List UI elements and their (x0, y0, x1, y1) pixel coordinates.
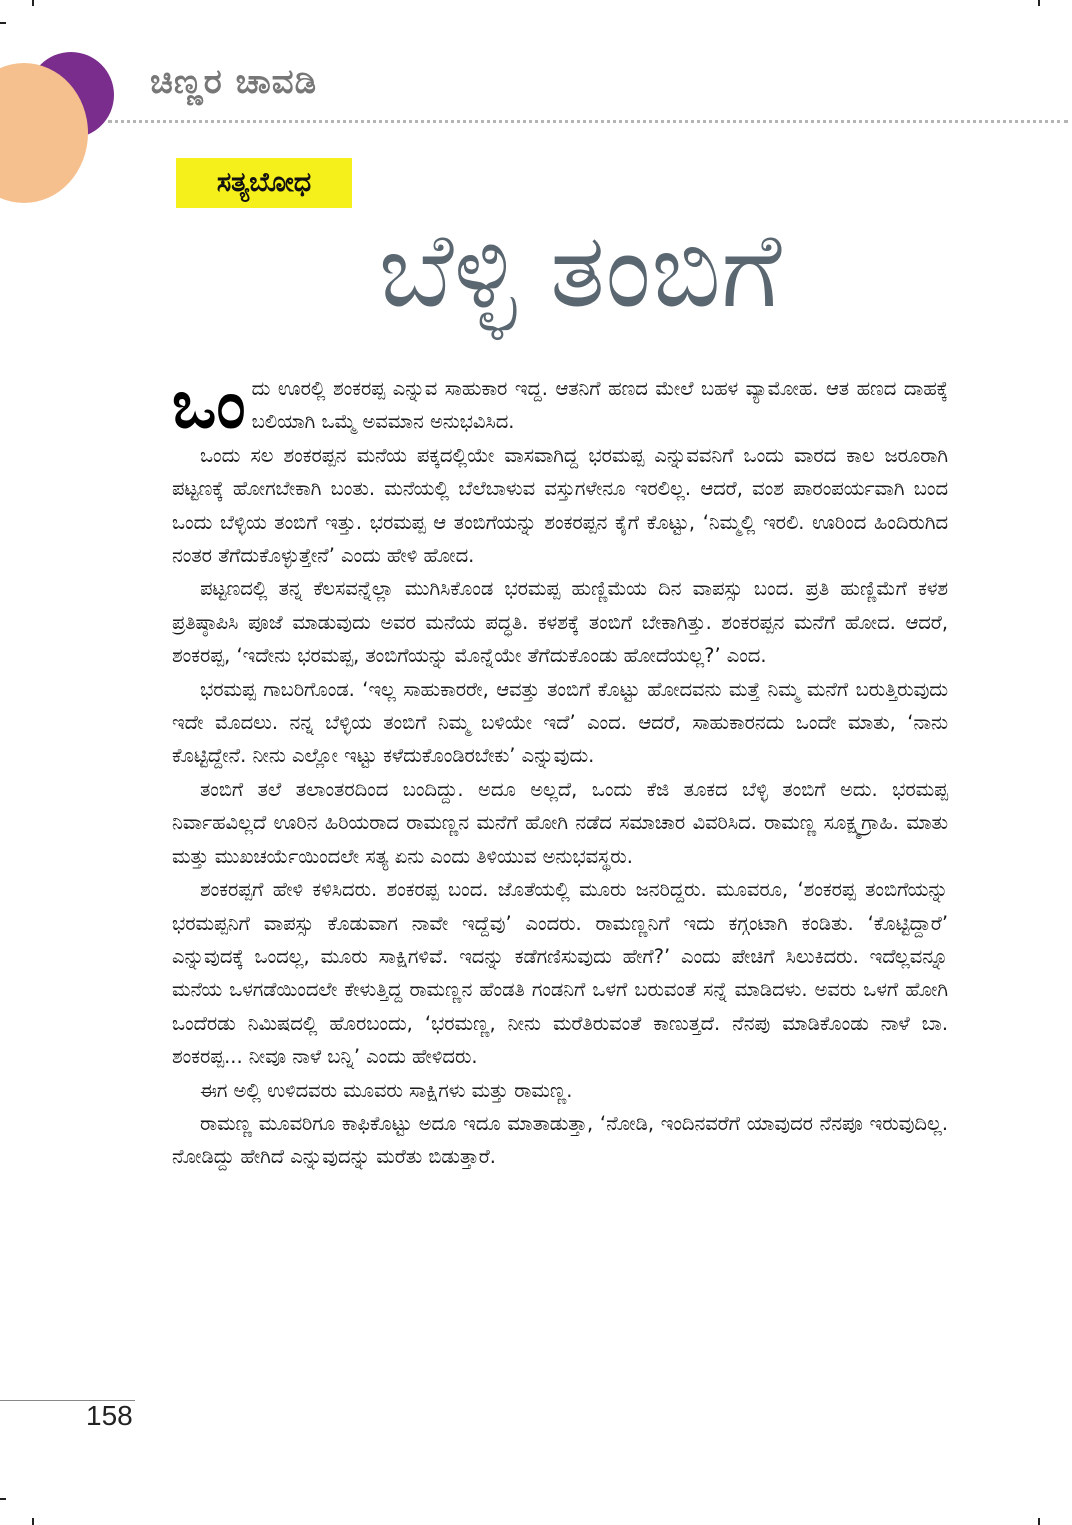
paragraph-text: ದು ಊರಲ್ಲಿ ಶಂಕರಪ್ಪ ಎನ್ನುವ ಸಾಹುಕಾರ ಇದ್ದ. ಆತನಿಗೆ ಹಣದ ಮೇಲೆ ಬಹಳ ವ್ಯಾಮೋಹ. ಆತ ಹಣದ ದಾಹಕ್ಕೆ ಬಲಿಯಾಗಿ ಒಮ್ಮೆ ಅವಮಾನ ಅನುಭವಿಸಿದ. (251, 377, 948, 434)
paragraph-8: ರಾಮಣ್ಣ ಮೂವರಿಗೂ ಕಾಫಿಕೊಟ್ಟು ಅದೂ ಇದೂ ಮಾತಾಡುತ್ತಾ, ‘ನೋಡಿ, ಇಂದಿನವರೆಗೆ ಯಾವುದರ ನೆನಪೂ ಇರುವುದಿಲ್ಲ. ನೋಡಿದ್ದು ಹೇಗಿದೆ ಎನ್ನುವುದನ್ನು ಮರೆತು ಬಿಡುತ್ತಾರೆ. (172, 1111, 948, 1169)
drop-cap: ಒಂ (172, 366, 246, 443)
story-title: ಬೆಳ್ಳಿ ತಂಬಿಗೆ (378, 209, 782, 331)
paragraph-2: ಒಂದು ಸಲ ಶಂಕರಪ್ಪನ ಮನೆಯ ಪಕ್ಕದಲ್ಲಿಯೇ ವಾಸವಾಗಿದ್ದ ಭರಮಪ್ಪ ಎನ್ನುವವನಿಗೆ ಒಂದು ವಾರದ ಕಾಲ ಜರೂರಾಗಿ ಪಟ್ಟಣಕ್ಕೆ ಹೋಗಬೇಕಾಗಿ ಬಂತು. ಮನೆಯಲ್ಲಿ ಬೆಲೆಬಾಳುವ ವಸ್ತುಗಳೇನೂ ಇರಲಿಲ್ಲ. ಆದರೆ, ವಂಶ ಪಾರಂಪರ್ಯವಾಗಿ ಬಂದ ಒಂದು ಬೆಳ್ಳಿಯ ತಂಬಿಗೆ ಇತ್ತು. ಭರಮಪ್ಪ ಆ ತಂಬಿಗೆಯನ್ನು ಶಂಕರಪ್ಪನ ಕೈಗೆ ಕೊಟ್ಟು, ‘ನಿಮ್ಮಲ್ಲಿ ಇರಲಿ. ಊರಿಂದ ಹಿಂದಿರುಗಿದ ನಂತರ ತೆಗೆದುಕೊಳ್ಳುತ್ತೇನೆ’ ಎಂದು ಹೇಳಿ ಹೋದ. (172, 443, 948, 568)
story-body (172, 366, 948, 1174)
paragraph-6: ಶಂಕರಪ್ಪಗೆ ಹೇಳಿ ಕಳಿಸಿದರು. ಶಂಕರಪ್ಪ ಬಂದ. ಜೊತೆಯಲ್ಲಿ ಮೂರು ಜನರಿದ್ದರು. ಮೂವರೂ, ‘ಶಂಕರಪ್ಪ ತಂಬಿಗೆಯನ್ನು ಭರಮಪ್ಪನಿಗೆ ವಾಪಸ್ಸು ಕೊಡುವಾಗ ನಾವೇ ಇದ್ದೆವು’ ಎಂದರು. ರಾಮಣ್ಣನಿಗೆ ಇದು ಕಗ್ಗಂಟಾಗಿ ಕಂಡಿತು. ‘ಕೊಟ್ಟಿದ್ದಾರೆ’ ಎನ್ನುವುದಕ್ಕೆ ಒಂದಲ್ಲ, ಮೂರು ಸಾಕ್ಷಿಗಳಿವೆ. ಇದನ್ನು ಕಡೆಗಣಿಸುವುದು ಹೇಗೆ?’ ಎಂದು ಪೇಚಿಗೆ ಸಿಲುಕಿದರು. ಇದೆಲ್ಲವನ್ನೂ ಮನೆಯ ಒಳಗಡೆಯಿಂದಲೇ ಕೇಳುತ್ತಿದ್ದ ರಾಮಣ್ಣನ ಹೆಂಡತಿ ಗಂಡನಿಗೆ ಒಳಗೆ ಬರುವಂತೆ ಸನ್ನೆ ಮಾಡಿದಳು. ಅವರು ಒಳಗೆ ಹೋಗಿ ಒಂದೆರಡು ನಿಮಿಷದಲ್ಲಿ ಹೊರಬಂದು, ‘ಭರಮಣ್ಣ, ನೀನು ಮರೆತಿರುವಂತೆ ಕಾಣುತ್ತದೆ. ನೆನಪು ಮಾಡಿಕೊಂಡು ನಾಳೆ ಬಾ. ಶಂಕರಪ್ಪ... ನೀವೂ ನಾಳೆ ಬನ್ನಿ’ ಎಂದು ಹೇಳಿದರು. (172, 878, 948, 1069)
header-dotted-rule (108, 120, 1068, 123)
crop-mark-top-left (32, 0, 34, 6)
running-header-title: ಚಿಣ್ಣರ ಚಾವಡಿ (150, 62, 318, 102)
page-number: 158 (86, 1400, 133, 1431)
crop-mark-left-upper (0, 22, 6, 24)
paragraph-5: ತಂಬಿಗೆ ತಲೆ ತಲಾಂತರದಿಂದ ಬಂದಿದ್ದು. ಅದೂ ಅಲ್ಲದೆ, ಒಂದು ಕೆಜಿ ತೂಕದ ಬೆಳ್ಳಿ ತಂಬಿಗೆ ಅದು. ಭರಮಪ್ಪ ನಿರ್ವಾಹವಿಲ್ಲದೆ ಊರಿನ ಹಿರಿಯರಾದ ರಾಮಣ್ಣನ ಮನೆಗೆ ಹೋಗಿ ನಡೆದ ಸಮಾಚಾರ ವಿವರಿಸಿದ. ರಾಮಣ್ಣ ಸೂಕ್ಷ್ಮಗ್ರಾಹಿ. ಮಾತು ಮತ್ತು ಮುಖಚರ್ಯೆಯಿಂದಲೇ ಸತ್ಯ ಏನು ಎಂದು ತಿಳಿಯುವ ಅನುಭವಸ್ಥರು. (172, 777, 948, 868)
paragraph-1 (172, 366, 948, 443)
paragraph-4: ಭರಮಪ್ಪ ಗಾಬರಿಗೊಂಡ. ‘ಇಲ್ಲ ಸಾಹುಕಾರರೇ, ಆವತ್ತು ತಂಬಿಗೆ ಕೊಟ್ಟು ಹೋದವನು ಮತ್ತೆ ನಿಮ್ಮ ಮನೆಗೆ ಬರುತ್ತಿರುವುದು ಇದೇ ಮೊದಲು. ನನ್ನ ಬೆಳ್ಳಿಯ ತಂಬಿಗೆ ನಿಮ್ಮ ಬಳಿಯೇ ಇದೆ’ ಎಂದ. ಆದರೆ, ಸಾಹುಕಾರನದು ಒಂದೇ ಮಾತು, ‘ನಾನು ಕೊಟ್ಟಿದ್ದೇನೆ. ನೀನು ಎಲ್ಲೋ ಇಟ್ಟು ಕಳೆದುಕೊಂಡಿರಬೇಕು’ ಎನ್ನುವುದು. (172, 677, 948, 768)
paragraph-7: ಈಗ ಅಲ್ಲಿ ಉಳಿದವರು ಮೂವರು ಸಾಕ್ಷಿಗಳು ಮತ್ತು ರಾಮಣ್ಣ. (200, 1078, 573, 1102)
crop-mark-left-lower (0, 1498, 6, 1500)
section-label-badge: ಸತ್ಯಬೋಧ (176, 158, 352, 208)
crop-mark-bottom-left (32, 1518, 34, 1525)
paragraph-3: ಪಟ್ಟಣದಲ್ಲಿ ತನ್ನ ಕೆಲಸವನ್ನೆಲ್ಲಾ ಮುಗಿಸಿಕೊಂಡ ಭರಮಪ್ಪ ಹುಣ್ಣಿಮೆಯ ದಿನ ವಾಪಸ್ಸು ಬಂದ. ಪ್ರತಿ ಹುಣ್ಣಿಮೆಗೆ ಕಳಶ ಪ್ರತಿಷ್ಠಾಪಿಸಿ ಪೂಜೆ ಮಾಡುವುದು ಅವರ ಮನೆಯ ಪದ್ಧತಿ. ಕಳಶಕ್ಕೆ ತಂಬಿಗೆ ಬೇಕಾಗಿತ್ತು. ಶಂಕರಪ್ಪನ ಮನೆಗೆ ಹೋದ. ಆದರೆ, ಶಂಕರಪ್ಪ, ‘ಇದೇನು ಭರಮಪ್ಪ, ತಂಬಿಗೆಯನ್ನು ಮೊನ್ನೆಯೇ ತೆಗೆದುಕೊಂಡು ಹೋದೆಯಲ್ಲ?’ ಎಂದ. (172, 577, 948, 668)
crop-mark-top-right (1038, 0, 1040, 6)
crop-mark-bottom-right (1038, 1518, 1040, 1525)
